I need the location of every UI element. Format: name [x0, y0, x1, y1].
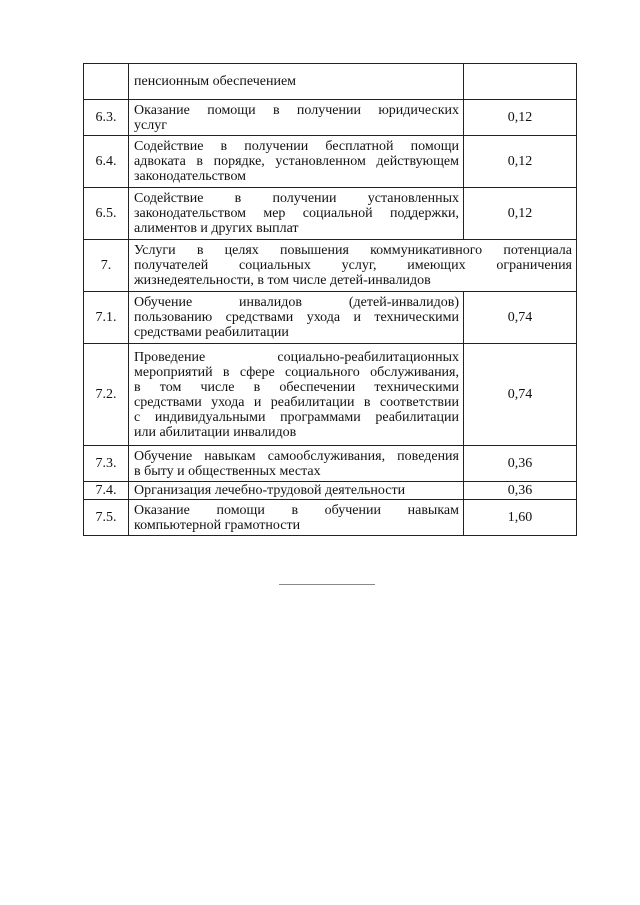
- service-value: 0,74: [464, 292, 577, 344]
- description-line: Обучение инвалидов (детей-инвалидов): [134, 295, 459, 310]
- row-number: 6.4.: [84, 136, 129, 188]
- table-row: [84, 482, 577, 500]
- description-line: получателей социальных услуг, имеющих ограничения: [134, 258, 572, 273]
- description-line: Обучение навыкам самообслуживания, поведения: [134, 448, 459, 464]
- table-row: [84, 240, 577, 292]
- table-row: [84, 136, 577, 188]
- service-value: [464, 64, 577, 100]
- row-number: [84, 64, 129, 100]
- service-value: 0,74: [464, 344, 577, 446]
- description-line: жизнедеятельности, в том числе детей-инвалидов: [134, 273, 431, 288]
- service-value: 0,12: [464, 100, 577, 136]
- description-line: Организация лечебно-трудовой деятельности: [134, 483, 406, 498]
- description-line: Оказание помощи в обучении навыкам: [134, 502, 459, 518]
- description-line: законодательством мер социальной поддержки,: [134, 206, 459, 221]
- description-line: Содействие в получении бесплатной помощи: [134, 139, 459, 154]
- table-row: [84, 344, 577, 446]
- service-value: 0,12: [464, 136, 577, 188]
- service-value: 0,12: [464, 188, 577, 240]
- service-value: 0,36: [464, 446, 577, 482]
- table-row: [84, 446, 577, 482]
- description-line: в быту и общественных местах: [134, 463, 321, 479]
- table-row: [84, 100, 577, 136]
- service-description: [129, 482, 464, 500]
- table-row: [84, 188, 577, 240]
- service-description: [129, 500, 464, 536]
- description-line: пользованию средствами ухода и техническими: [134, 310, 459, 325]
- row-number: 7.4.: [84, 482, 129, 500]
- row-number: 7.5.: [84, 500, 129, 536]
- service-description: [129, 240, 577, 292]
- service-description: [129, 100, 464, 136]
- description-line: законодательством: [134, 169, 247, 184]
- description-line: адвоката в порядке, установленном действующем: [134, 154, 459, 169]
- service-description: [129, 188, 464, 240]
- description-line: компьютерной грамотности: [134, 517, 301, 533]
- description-line: Содействие в получении установленных: [134, 191, 459, 206]
- service-description: [129, 64, 464, 100]
- description-line: Оказание помощи в получении юридических: [134, 102, 459, 118]
- services-table: [83, 63, 577, 536]
- table-row: [84, 292, 577, 344]
- description-line: пенсионным обеспечением: [134, 74, 297, 89]
- row-number: 6.3.: [84, 100, 129, 136]
- service-value: 1,60: [464, 500, 577, 536]
- description-line: алиментов и других выплат: [134, 221, 299, 236]
- service-description: [129, 136, 464, 188]
- description-line: средствами ухода и реабилитации в соответствии: [134, 394, 459, 410]
- description-line: мероприятий в сфере социального обслуживания,: [134, 364, 459, 380]
- service-value: 0,36: [464, 482, 577, 500]
- description-line: с индивидуальными программами реабилитации: [134, 409, 459, 425]
- row-number: 7.3.: [84, 446, 129, 482]
- description-line: услуг: [134, 117, 167, 133]
- description-line: в том числе в обеспечении техническими: [134, 379, 459, 395]
- service-description: [129, 446, 464, 482]
- row-number: 7.: [84, 240, 129, 292]
- row-number: 7.1.: [84, 292, 129, 344]
- service-description: [129, 344, 464, 446]
- table-row: [84, 500, 577, 536]
- service-description: [129, 292, 464, 344]
- table-row: [84, 64, 577, 100]
- services-table-body: [84, 64, 577, 536]
- description-line: или абилитации инвалидов: [134, 424, 297, 440]
- row-number: 6.5.: [84, 188, 129, 240]
- description-line: средствами реабилитации: [134, 325, 289, 340]
- description-line: Услуги в целях повышения коммуникативного потенциала: [134, 243, 572, 258]
- separator-line: [279, 584, 375, 585]
- row-number: 7.2.: [84, 344, 129, 446]
- description-line: Проведение социально-реабилитационных: [134, 349, 459, 365]
